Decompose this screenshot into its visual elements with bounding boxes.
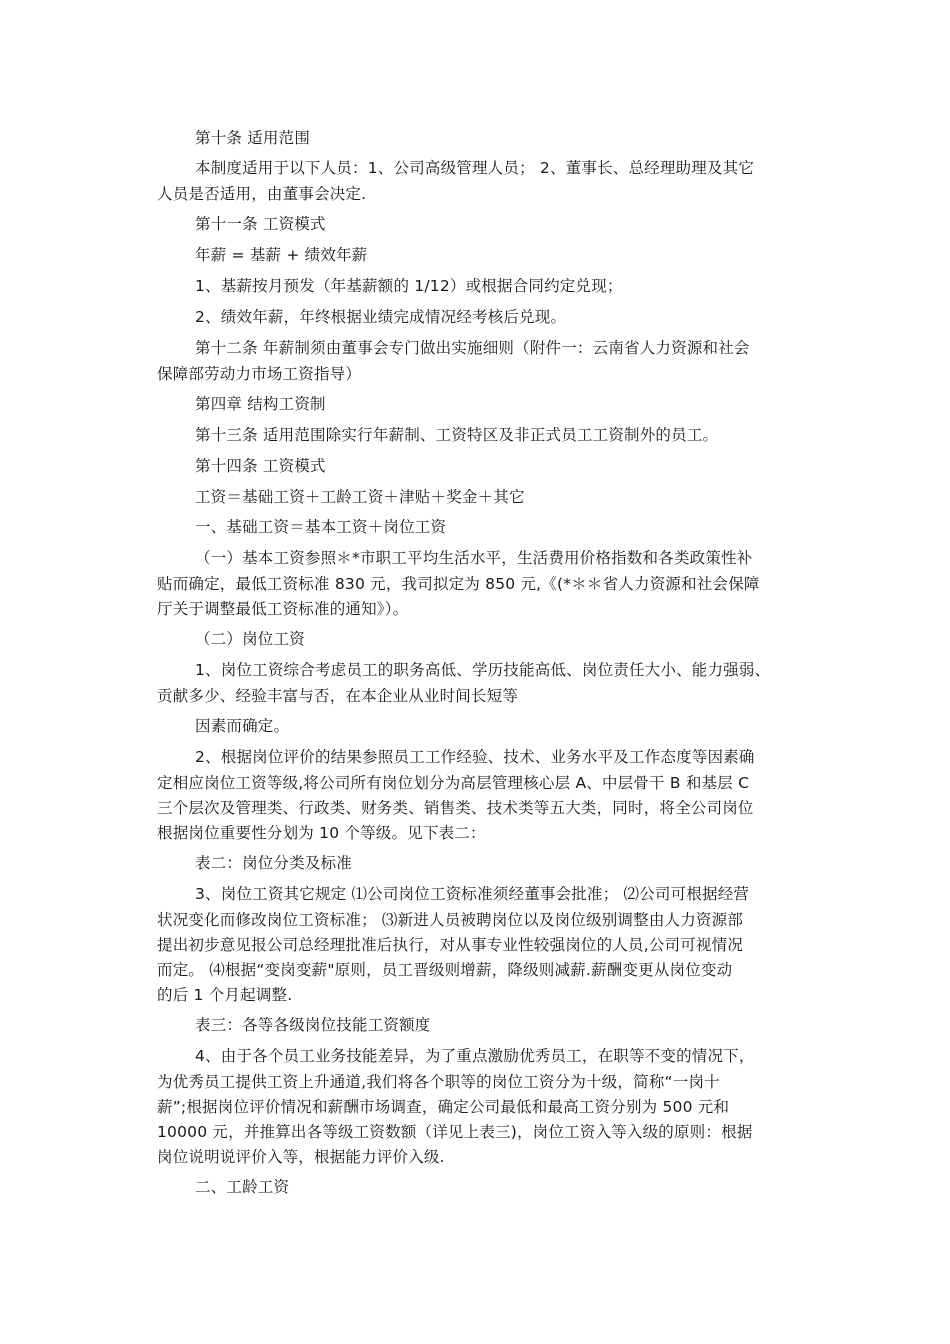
text-line: 而定。 ⑷根据“变岗变薪"原则，员工晋级则增薪，降级则减薪.薪酬变更从岗位变动: [157, 961, 733, 979]
text-line: 三个层次及管理类、行政类、财务类、销售类、技术类等五大类，同时，将全公司岗位: [157, 799, 754, 817]
text-line: 厅关于调整最低工资标准的通知》）。: [157, 600, 409, 618]
text-line: 岗位说明说评价入等，根据能力评价入级.: [157, 1148, 445, 1166]
text-line: 2、绩效年薪，年终根据业绩完成情况经考核后兑现。: [195, 308, 567, 326]
text-line: 第十三条 适用范围除实行年薪制、工资特区及非正式员工工资制外的员工。: [195, 426, 719, 444]
text-line: 二、工龄工资: [195, 1178, 290, 1196]
text-line: 本制度适用于以下人员：1、公司高级管理人员； 2、董事长、总经理助理及其它: [195, 159, 755, 177]
text-line: 因素而确定。: [195, 717, 290, 735]
text-line: 第十条 适用范围: [195, 129, 311, 147]
text-line: 第十一条 工资模式: [195, 215, 326, 233]
text-line: 定相应岗位工资等级,将公司所有岗位划分为高层管理核心层 A、中层骨干 B 和基层 C: [157, 774, 750, 792]
text-line: 提出初步意见报公司总经理批准后执行，对从事专业性较强岗位的人员,公司可视情况: [157, 936, 744, 954]
text-line: 表三：各等各级岗位技能工资额度: [195, 1016, 431, 1034]
text-line: 4、由于各个员工业务技能差异，为了重点激励优秀员工，在职等不变的情况下，: [195, 1047, 755, 1065]
text-line: 状况变化而修改岗位工资标准； ⑶新进人员被聘岗位以及岗位级别调整由人力资源部: [157, 911, 744, 929]
text-line: 10000 元，并推算出各等级工资数额（详见上表三)，岗位工资入等入级的原则：根据: [157, 1123, 753, 1141]
text-line: 2、根据岗位评价的结果参照员工工作经验、技术、业务水平及工作态度等因素确: [195, 748, 755, 766]
text-line: 第十四条 工资模式: [195, 457, 326, 475]
text-line: 第十二条 年薪制须由董事会专门做出实施细则（附件一：云南省人力资源和社会: [195, 339, 750, 357]
text-line: （二）岗位工资: [195, 630, 305, 648]
text-line: 工资＝基础工资＋工龄工资＋津贴＋奖金＋其它: [195, 488, 525, 506]
text-line: 的后 1 个月起调整.: [157, 986, 293, 1004]
text-line: 根据岗位重要性分划为 10 个等级。见下表二：: [157, 824, 486, 842]
text-line: 薪”;根据岗位评价情况和薪酬市场调查，确定公司最低和最高工资分别为 500 元和: [157, 1098, 730, 1116]
text-line: 表二：岗位分类及标准: [195, 854, 353, 872]
text-line: 年薪 = 基薪 + 绩效年薪: [195, 246, 368, 264]
text-line: 为优秀员工提供工资上升通道,我们将各个职等的岗位工资分为十级，简称“一岗十: [157, 1073, 720, 1091]
text-line: 保障部劳动力市场工资指导）: [157, 365, 362, 383]
text-line: 1、基薪按月预发（年基薪额的 1/12）或根据合同约定兑现；: [195, 277, 623, 295]
text-line: 人员是否适用，由董事会决定.: [157, 185, 367, 203]
text-line: 贴而确定，最低工资标准 830 元，我司拟定为 850 元,《(*＊＊省人力资源和社会保障: [157, 575, 760, 593]
text-line: 1、岗位工资综合考虑员工的职务高低、学历技能高低、岗位责任大小、能力强弱、: [195, 661, 771, 679]
text-line: 贡献多少、经验丰富与否，在本企业从业时间长短等: [157, 687, 519, 705]
text-line: 一、基础工资＝基本工资＋岗位工资: [195, 518, 447, 536]
text-line: 第四章 结构工资制: [195, 395, 326, 413]
text-line: 3、岗位工资其它规定 ⑴公司岗位工资标准须经董事会批准； ⑵公司可根据经营: [195, 885, 750, 903]
text-line: （一）基本工资参照＊*市职工平均生活水平，生活费用价格指数和各类政策性补: [195, 549, 753, 567]
